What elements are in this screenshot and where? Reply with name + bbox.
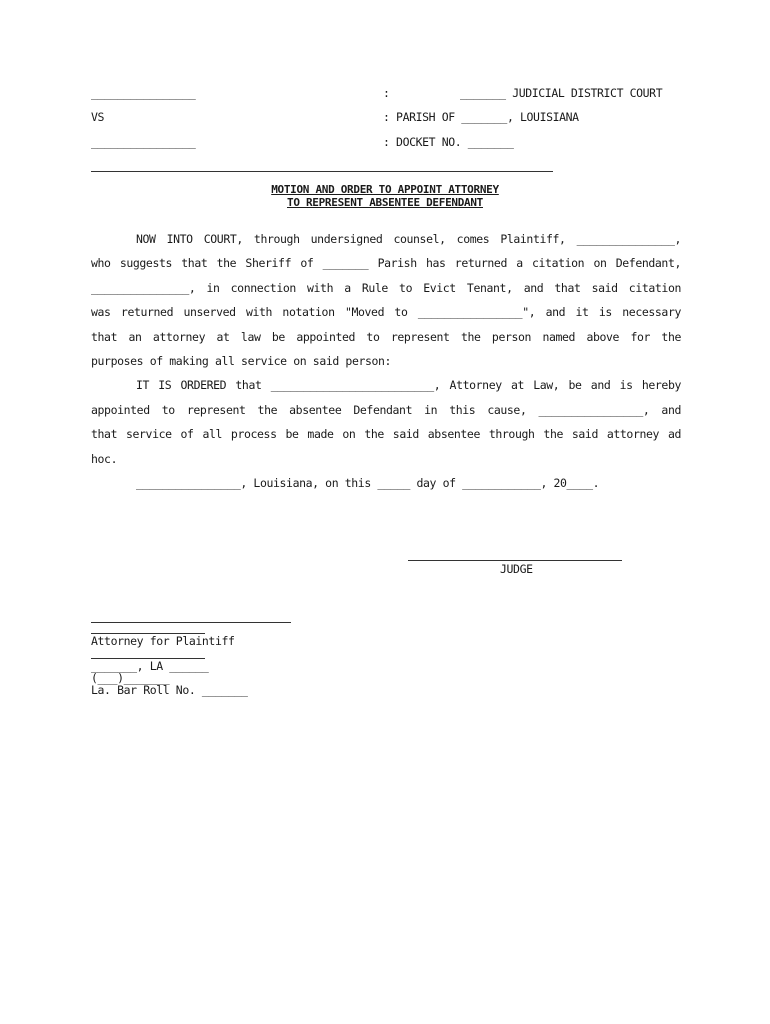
attorney-address-underline <box>91 658 205 659</box>
motion-line-1: NOW INTO COURT, through undersigned counsel, comes Plaintiff, _______________, <box>136 232 681 246</box>
docket-line: : DOCKET NO. _______ <box>383 135 514 149</box>
judge-label: JUDGE <box>500 562 533 576</box>
plaintiff-blank: ________________ <box>91 86 196 100</box>
attorney-bar-roll: La. Bar Roll No. _______ <box>91 683 248 697</box>
attorney-role: Attorney for Plaintiff <box>91 634 235 648</box>
parish-line: : PARISH OF _______, LOUISIANA <box>383 110 579 124</box>
attorney-name-underline <box>91 633 205 634</box>
attorney-signature-line <box>91 622 291 623</box>
motion-line-2: who suggests that the Sheriff of _______ Parish has returned a citation on Defendant, <box>91 256 681 270</box>
attorney-phone: (___)_______ <box>91 671 170 685</box>
document-title-line2: TO REPRESENT ABSENTEE DEFENDANT <box>287 196 483 209</box>
order-date-line: ________________, Louisiana, on this _____ day of ____________, 20____. <box>136 476 600 490</box>
motion-line-4: was returned unserved with notation "Moved to ________________", and it is necessary <box>91 305 681 319</box>
document-title-line1: MOTION AND ORDER TO APPOINT ATTORNEY <box>271 183 499 196</box>
vs-label: VS <box>91 110 105 124</box>
order-line-3: that service of all process be made on the said absentee through the said attorney ad <box>91 427 681 441</box>
order-line-2: appointed to represent the absentee Defendant in this cause, ________________, and <box>91 403 681 417</box>
motion-line-5: that an attorney at law be appointed to represent the person named above for the <box>91 330 681 344</box>
judge-signature-line <box>408 560 622 561</box>
defendant-blank: ________________ <box>91 135 196 149</box>
order-line-1: IT IS ORDERED that _________________________, Attorney at Law, be and is hereby <box>136 378 681 392</box>
order-line-4: hoc. <box>91 452 118 466</box>
motion-line-6: purposes of making all service on said person: <box>91 354 392 368</box>
attorney-city-state: _______, LA ______ <box>91 659 209 673</box>
court-name: _______ JUDICIAL DISTRICT COURT <box>460 86 663 100</box>
caption-colon: : <box>383 86 390 100</box>
caption-divider <box>91 171 553 172</box>
motion-line-3: _______________, in connection with a Rule to Evict Tenant, and that said citation <box>91 281 681 295</box>
